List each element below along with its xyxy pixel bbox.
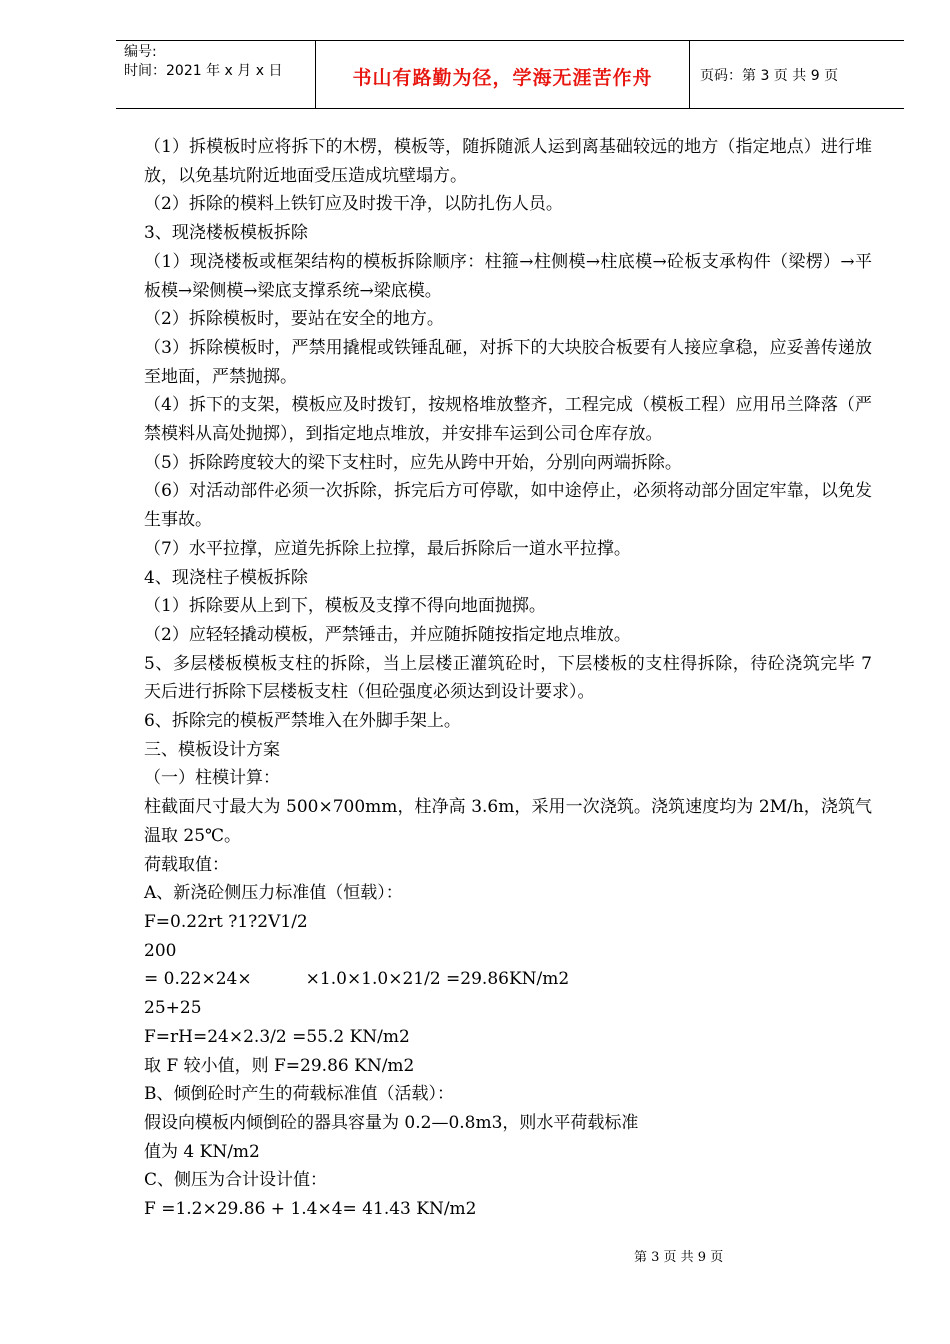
header-page-number: 页码：第 3 页 共 9 页 xyxy=(700,68,839,84)
paragraph: A、新浇砼侧压力标准值（恒载）： xyxy=(144,883,403,904)
paragraph: （1）拆除要从上到下，模板及支撑不得向地面抛掷。 xyxy=(144,596,546,617)
page-header xyxy=(116,40,904,109)
formula-line: F=rH=24×2.3/2 =55.2 KN/m2 xyxy=(144,1026,410,1047)
header-page-cell xyxy=(690,41,904,108)
paragraph: 值为 4 KN/m2 xyxy=(144,1141,260,1162)
serial-number-label: 编号: xyxy=(124,44,157,60)
paragraph: （3）拆除模板时，严禁用撬棍或铁锤乱砸，对拆下的大块胶合板要有人接应拿稳，应妥善传递放至地面，严禁抛掷。 xyxy=(144,337,872,387)
paragraph: 5、多层楼板模板支柱的拆除，当上层楼正灌筑砼时，下层楼板的支柱得拆除，待砼浇筑完毕 7 天后进行拆除下层楼板支柱（但砼强度必须达到设计要求）。 xyxy=(144,653,872,703)
paragraph: （1）现浇楼板或框架结构的模板拆除顺序：柱箍→柱侧模→柱底模→砼板支承构件（梁楞）→平板模→梁侧模→梁底支撑系统→梁底模。 xyxy=(144,251,872,301)
paragraph: （2）应轻轻撬动模板，严禁锤击，并应随拆随按指定地点堆放。 xyxy=(144,624,631,645)
paragraph: （6）对活动部件必须一次拆除，拆完后方可停歇，如中途停止，必须将动部分固定牢靠，以免发生事故。 xyxy=(144,481,872,531)
paragraph: （5）拆除跨度较大的梁下支柱时，应先从跨中开始，分别向两端拆除。 xyxy=(144,452,682,473)
header-motto-cell xyxy=(316,41,690,108)
paragraph: （2）拆除模板时，要站在安全的地方。 xyxy=(144,309,444,330)
formula-line: F =1.2×29.86 + 1.4×4= 41.43 KN/m2 xyxy=(144,1199,477,1220)
paragraph: 假设向模板内倾倒砼的器具容量为 0.2—0.8m3，则水平荷载标准 xyxy=(144,1112,639,1133)
section-heading: 三、模板设计方案 xyxy=(144,739,280,760)
paragraph: 柱截面尺寸最大为 500×700mm，柱净高 3.6m，采用一次浇筑。浇筑速度均为 2M/h，浇筑气温取 25℃。 xyxy=(144,797,872,846)
subsection-heading: （一）柱模计算： xyxy=(144,768,280,789)
paragraph: B、倾倒砼时产生的荷载标准值（活载）： xyxy=(144,1084,454,1105)
paragraph: （2）拆除的模料上铁钉应及时拨干净，以防扎伤人员。 xyxy=(144,194,563,215)
paragraph: 取 F 较小值，则 F=29.86 KN/m2 xyxy=(144,1055,415,1076)
formula-line: = 0.22×24× ×1.0×1.0×21/2 =29.86KN/m2 xyxy=(144,969,570,990)
formula-line: F=0.22rt ?1?2V1/2 xyxy=(144,911,308,932)
page-footer: 第 3 页 共 9 页 xyxy=(634,1250,724,1265)
paragraph: 6、拆除完的模板严禁堆入在外脚手架上。 xyxy=(144,711,461,732)
paragraph: （1）拆模板时应将拆下的木楞，模板等，随拆随派人运到离基础较远的地方（指定地点）进行堆放，以免基坑附近地面受压造成坑壁塌方。 xyxy=(144,137,872,186)
section-heading: 3、现浇楼板模板拆除 xyxy=(144,223,308,244)
paragraph: C、侧压为合计设计值： xyxy=(144,1170,328,1191)
paragraph: 荷载取值： xyxy=(144,854,229,875)
paragraph: （7）水平拉撑，应道先拆除上拉撑，最后拆除后一道水平拉撑。 xyxy=(144,538,631,559)
paragraph: （4）拆下的支架，模板应及时拨钉，按规格堆放整齐，工程完成（模板工程）应用吊兰降落（严禁模料从高处抛掷），到指定地点堆放，并安排车运到公司仓库存放。 xyxy=(144,395,872,445)
header-motto: 书山有路勤为径，学海无涯苦作舟 xyxy=(352,67,653,89)
date-label: 时间：2021 年 x 月 x 日 xyxy=(124,63,283,79)
document-body xyxy=(144,133,872,1224)
formula-line: 25+25 xyxy=(144,998,202,1019)
header-meta-cell xyxy=(116,41,316,108)
section-heading: 4、现浇柱子模板拆除 xyxy=(144,567,308,588)
formula-line: 200 xyxy=(144,940,177,961)
